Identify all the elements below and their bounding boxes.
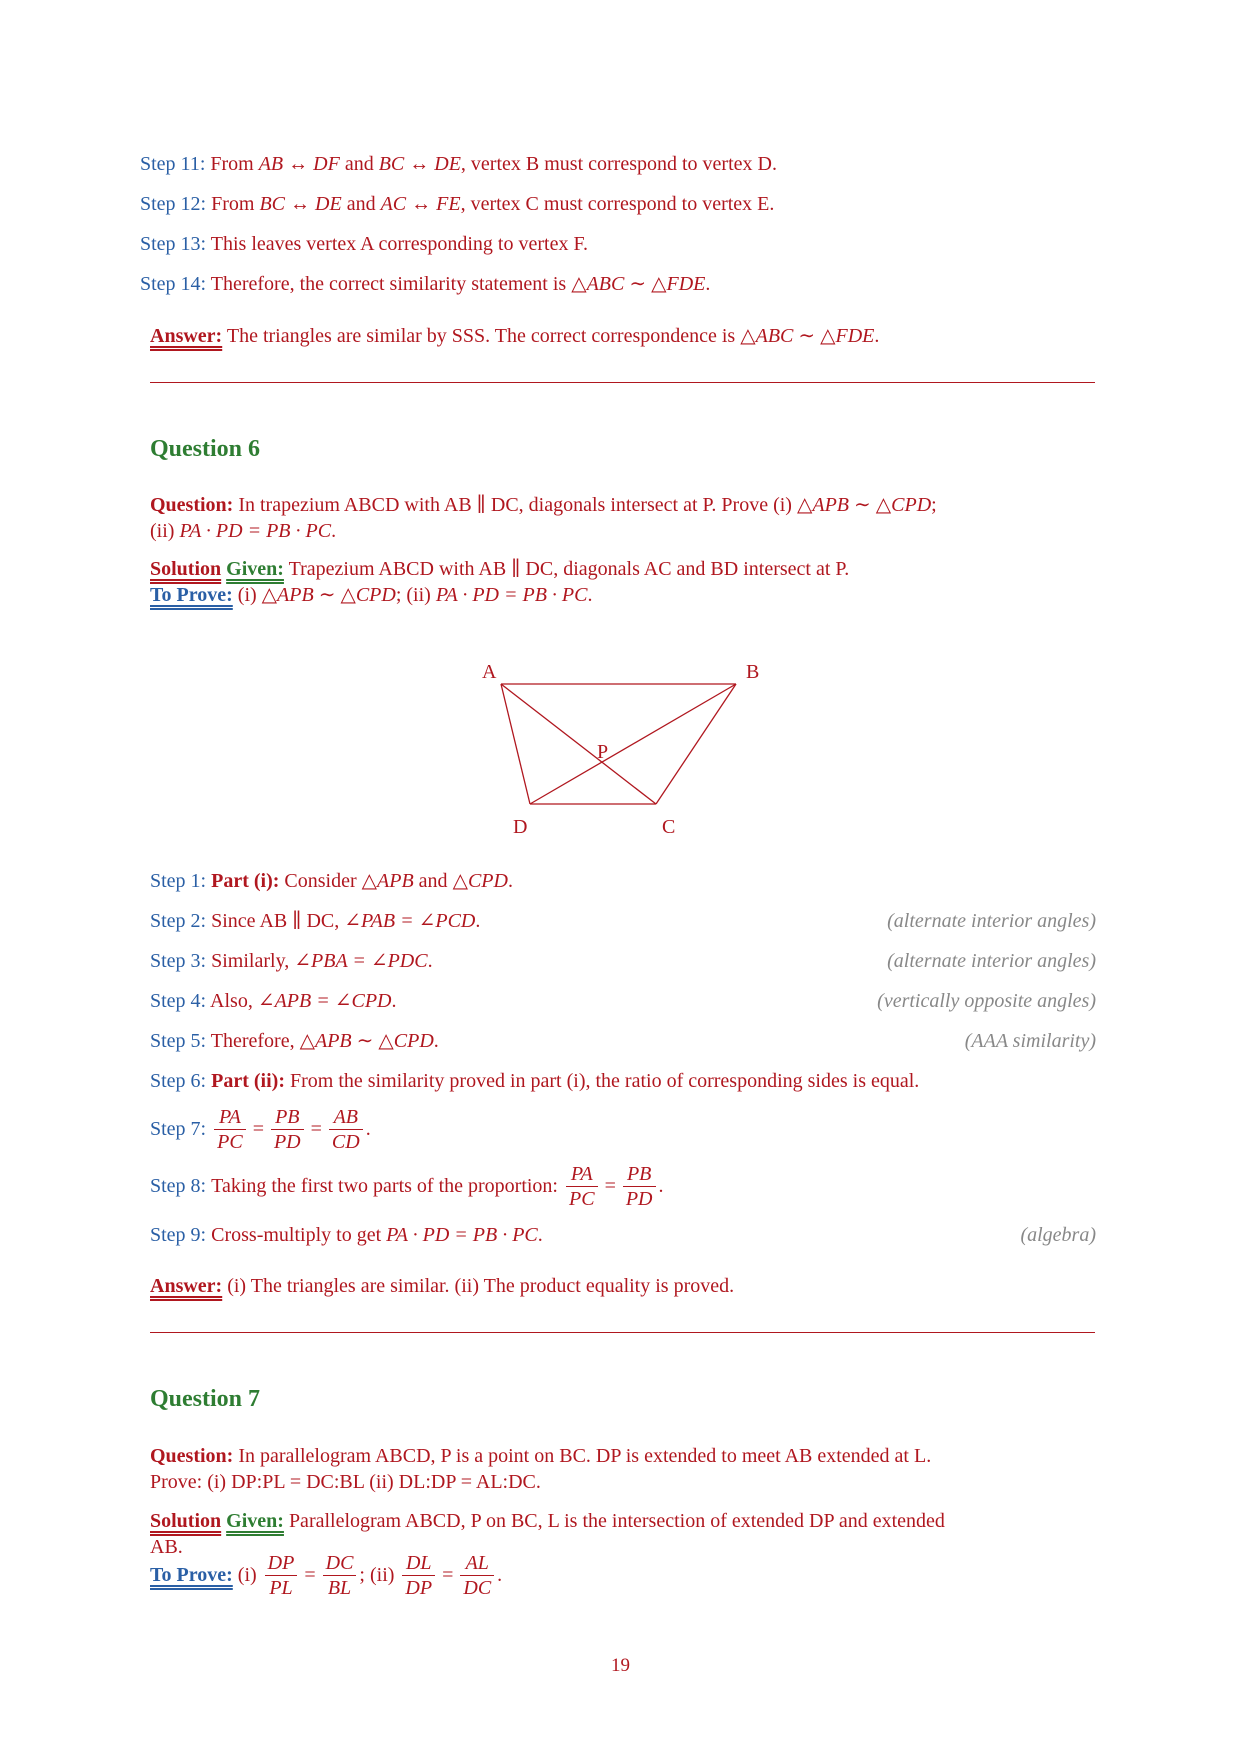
step-label: Step 12:: [140, 193, 207, 215]
math: ∠APB = ∠CPD: [257, 990, 392, 1012]
denominator: DC: [460, 1575, 494, 1600]
math: △APB: [361, 870, 414, 892]
numerator: AB: [333, 1106, 359, 1128]
step-text: .: [391, 990, 397, 1012]
prove-text: ; (ii): [395, 584, 436, 606]
step-text: Taking the first two parts of the proportion:: [211, 1175, 558, 1197]
period: .: [497, 1564, 503, 1586]
step-text: .: [705, 273, 711, 295]
step-text: .: [475, 910, 481, 932]
math: △APB ∼ △CPD: [261, 584, 396, 606]
step-reason: (AAA similarity): [964, 1030, 1096, 1052]
step-label: Step 5:: [150, 1030, 207, 1052]
prove-text: (i): [237, 584, 262, 606]
numerator: DL: [405, 1552, 432, 1574]
denominator: PC: [214, 1129, 246, 1154]
q7-question-line2: [150, 1469, 1101, 1495]
label-b: B: [746, 661, 760, 683]
step-label: Step 14:: [140, 273, 207, 295]
label-p: P: [597, 741, 609, 763]
question-7-heading: Question 7: [150, 1386, 261, 1412]
step-13: [140, 231, 1101, 257]
divider: [150, 1332, 1095, 1333]
q6-question-line2: [150, 518, 1101, 544]
step-text: .: [433, 1030, 439, 1052]
given-label: Given:: [226, 1510, 284, 1532]
step-text: From the similarity proved in part (i), the ratio of corresponding sides is equal.: [284, 1070, 920, 1092]
divider: [150, 382, 1095, 383]
q6-given: [150, 556, 1101, 582]
question-label: Question:: [150, 494, 234, 516]
given-text: Trapezium ABCD with AB ∥ DC, diagonals AC and BD intersect at P.: [288, 558, 850, 580]
step-label: Step 6:: [150, 1070, 207, 1092]
answer-q6: [150, 1273, 1101, 1299]
q7-given-line1: [150, 1508, 1101, 1534]
fraction: [402, 1551, 435, 1600]
answer-text: .: [874, 325, 880, 347]
step-text: Similarly,: [211, 950, 295, 972]
q6-step-4: [150, 988, 1096, 1014]
q6-question-line1: [150, 492, 1101, 518]
math: AC ↔ FE: [380, 193, 461, 215]
denominator: CD: [329, 1129, 363, 1154]
step-reason: (alternate interior angles): [887, 950, 1096, 972]
to-prove-label: To Prove:: [150, 1564, 233, 1586]
prove-text: (i): [237, 1564, 257, 1586]
equals-sign: =: [442, 1564, 454, 1586]
step-label: Step 3:: [150, 950, 207, 972]
label-d: D: [513, 816, 528, 838]
side-ad: [501, 684, 530, 804]
fraction: [623, 1162, 656, 1211]
solution-label: Solution: [150, 558, 222, 580]
math: △APB ∼ △CPD: [796, 494, 932, 516]
step-text: .: [507, 870, 513, 892]
math: PA · PD = PB · PC: [435, 584, 588, 606]
step-text: .: [427, 950, 433, 972]
q6-step-1: [150, 868, 1096, 894]
solution-label: Solution: [150, 1510, 222, 1532]
step-bold: Part (i):: [211, 870, 280, 892]
numerator: DC: [325, 1552, 354, 1574]
q7-to-prove: [150, 1551, 1101, 1600]
page-number: 19: [611, 1655, 630, 1676]
question-text: (ii): [150, 520, 180, 542]
side-bc: [656, 684, 736, 804]
step-text: Since AB ∥ DC,: [211, 910, 345, 932]
prove-text: .: [587, 584, 593, 606]
question-label: Question:: [150, 1445, 234, 1467]
fraction: [329, 1105, 363, 1154]
step-reason: (vertically opposite angles): [877, 990, 1096, 1012]
denominator: BL: [323, 1575, 357, 1600]
math: ∠PAB = ∠PCD: [344, 910, 476, 932]
fraction: [323, 1551, 357, 1600]
step-label: Step 13:: [140, 233, 207, 255]
step-14: [140, 271, 1101, 297]
question-6-heading: Question 6: [150, 436, 261, 462]
step-text: This leaves vertex A corresponding to vertex F.: [210, 233, 588, 255]
q6-step-9: [150, 1222, 1096, 1248]
math: △ABC ∼ △FDE: [571, 273, 706, 295]
fraction: [214, 1105, 246, 1154]
equals-sign: =: [304, 1564, 316, 1586]
period: .: [658, 1175, 664, 1197]
answer-q5: [150, 323, 1101, 349]
q6-step-8: [150, 1162, 1101, 1211]
denominator: DP: [402, 1575, 435, 1600]
period: .: [365, 1118, 371, 1140]
step-12: [140, 191, 1101, 217]
step-11: [140, 151, 1101, 177]
answer-text: The triangles are similar by SSS. The correct correspondence is: [226, 325, 741, 347]
step-text: , vertex C must correspond to vertex E.: [460, 193, 775, 215]
trapezium-diagram: [460, 650, 780, 850]
numerator: PA: [570, 1163, 593, 1185]
label-c: C: [662, 816, 676, 838]
question-text: .: [331, 520, 337, 542]
numerator: PB: [275, 1106, 300, 1128]
step-label: Step 4:: [150, 990, 207, 1012]
step-text: and: [339, 153, 379, 175]
q6-step-5: [150, 1028, 1096, 1054]
step-text: Therefore, the correct similarity statement is: [210, 273, 572, 295]
given-text: AB.: [150, 1536, 183, 1558]
math: ∠PBA = ∠PDC: [294, 950, 428, 972]
step-label: Step 1:: [150, 870, 207, 892]
question-text: In trapezium ABCD with AB ∥ DC, diagonals intersect at P. Prove (i): [238, 494, 797, 516]
math: PA · PD = PB · PC: [386, 1224, 538, 1246]
numerator: DP: [267, 1552, 295, 1574]
question-text: Prove: (i) DP:PL = DC:BL (ii) DL:DP = AL:DC.: [150, 1471, 541, 1493]
step-text: , vertex B must correspond to vertex D.: [460, 153, 777, 175]
q6-step-2: [150, 908, 1096, 934]
step-text: and: [413, 870, 453, 892]
math: BC ↔ DE: [378, 153, 461, 175]
step-label: Step 8:: [150, 1175, 207, 1197]
q6-to-prove: [150, 582, 1101, 608]
denominator: PL: [265, 1575, 298, 1600]
math: AB ↔ DF: [258, 153, 340, 175]
math: △CPD: [452, 870, 508, 892]
answer-text: (i) The triangles are similar. (ii) The product equality is proved.: [227, 1275, 735, 1297]
q6-step-6: [150, 1068, 1096, 1094]
step-label: Step 2:: [150, 910, 207, 932]
numerator: PA: [218, 1106, 241, 1128]
label-a: A: [482, 661, 497, 683]
numerator: AL: [465, 1552, 489, 1574]
math: △ABC ∼ △FDE: [740, 325, 875, 347]
denominator: PD: [623, 1186, 656, 1211]
step-reason: (alternate interior angles): [887, 910, 1096, 932]
denominator: PD: [271, 1129, 304, 1154]
math: △APB ∼ △CPD: [299, 1030, 434, 1052]
step-text: and: [341, 193, 381, 215]
step-reason: (algebra): [1020, 1224, 1096, 1246]
numerator: PB: [626, 1163, 652, 1185]
fraction: [566, 1162, 598, 1211]
answer-label: Answer:: [150, 325, 223, 347]
equals-sign: =: [310, 1118, 322, 1140]
step-label: Step 7:: [150, 1118, 207, 1140]
given-text: Parallelogram ABCD, P on BC, L is the intersection of extended DP and extended: [288, 1510, 945, 1532]
math: PA · PD = PB · PC: [179, 520, 332, 542]
q6-step-7: [150, 1105, 1101, 1154]
fraction: [460, 1551, 494, 1600]
step-text: Cross-multiply to get: [211, 1224, 387, 1246]
equals-sign: =: [604, 1175, 616, 1197]
math: BC ↔ DE: [259, 193, 342, 215]
step-text: Also,: [210, 990, 258, 1012]
step-label: Step 9:: [150, 1224, 207, 1246]
q7-question-line1: [150, 1443, 1101, 1469]
step-text: Therefore,: [210, 1030, 300, 1052]
step-text: .: [537, 1224, 543, 1246]
question-text: ;: [931, 494, 937, 516]
fraction: [265, 1551, 298, 1600]
answer-label: Answer:: [150, 1275, 223, 1297]
step-text: From: [211, 193, 260, 215]
step-text: From: [210, 153, 259, 175]
equals-sign: =: [252, 1118, 264, 1140]
fraction: [271, 1105, 304, 1154]
denominator: PC: [566, 1186, 598, 1211]
step-text: Consider: [279, 870, 362, 892]
step-label: Step 11:: [140, 153, 206, 175]
question-text: In parallelogram ABCD, P is a point on BC. DP is extended to meet AB extended at L.: [238, 1445, 932, 1467]
q6-step-3: [150, 948, 1096, 974]
to-prove-label: To Prove:: [150, 584, 233, 606]
given-label: Given:: [226, 558, 284, 580]
step-bold: Part (ii):: [211, 1070, 285, 1092]
prove-text: ; (ii): [359, 1564, 395, 1586]
